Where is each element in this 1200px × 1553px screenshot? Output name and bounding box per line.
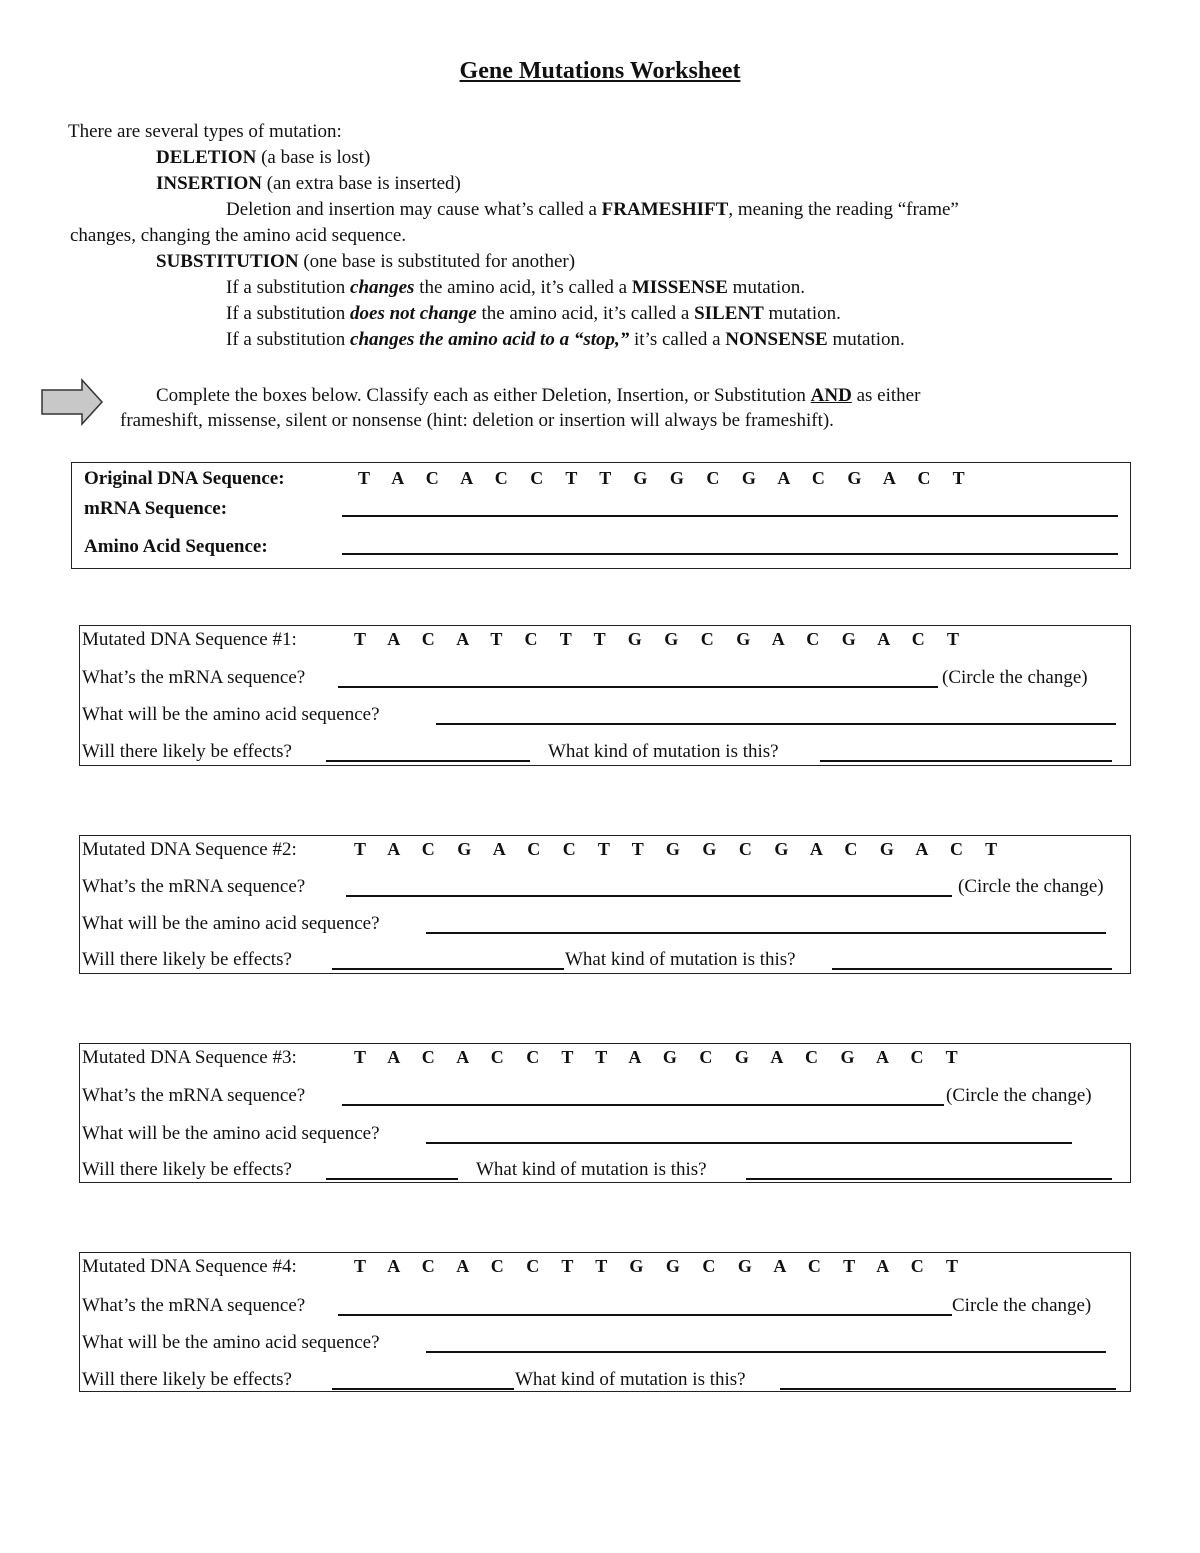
- mutation-2-amino-question: What will be the amino acid sequence?: [82, 913, 380, 934]
- instructions-line-2: frameshift, missense, silent or nonsense (hint: deletion or insertion will always be frameshift).: [120, 410, 834, 431]
- mutation-4-label: Mutated DNA Sequence #4:: [82, 1256, 297, 1277]
- insertion-definition: [156, 171, 461, 197]
- mutation-1-mrna-answer-line[interactable]: [338, 686, 938, 688]
- missense-term: MISSENSE: [631, 277, 728, 298]
- original-amino-answer-line[interactable]: [342, 553, 1118, 555]
- mutation-box-3: [79, 1043, 1131, 1183]
- mutation-3-label: Mutated DNA Sequence #3:: [82, 1047, 297, 1068]
- silent-term: SILENT: [694, 303, 764, 324]
- mutation-3-effects-question: Will there likely be effects?: [82, 1159, 292, 1180]
- silent-emphasis: does not change: [350, 303, 477, 324]
- mutation-4-mrna-question: What’s the mRNA sequence?: [82, 1295, 306, 1316]
- page-title: Gene Mutations Worksheet: [459, 58, 741, 84]
- mutation-4-mrna-answer-line[interactable]: [338, 1314, 952, 1316]
- instructions-pre: Complete the boxes below. Classify each as either Deletion, Insertion, or Substitution: [156, 385, 806, 406]
- insertion-desc: (an extra base is inserted): [266, 173, 461, 194]
- original-dna-sequence: T A C A C C T T G G C G A C G A C T: [358, 468, 974, 488]
- mutation-3-circle-note: (Circle the change): [946, 1085, 1092, 1106]
- nonsense-mid: it’s called a: [634, 329, 721, 350]
- frameshift-term: FRAMESHIFT: [601, 199, 729, 220]
- mutation-2-mrna-answer-line[interactable]: [346, 895, 952, 897]
- mutation-2-effects-question: Will there likely be effects?: [82, 949, 292, 970]
- mutation-3-sequence: T A C A C C T T A G C G A C G A C T: [354, 1047, 967, 1067]
- mutation-2-effects-answer-line[interactable]: [332, 968, 564, 970]
- instructions-post: as either: [856, 385, 921, 406]
- mutation-1-kind-answer-line[interactable]: [820, 760, 1112, 762]
- frameshift-continuation: changes, changing the amino acid sequence.: [70, 225, 407, 246]
- mutation-4-effects-question: Will there likely be effects?: [82, 1369, 292, 1390]
- intro-lead: There are several types of mutation:: [68, 121, 342, 142]
- mutation-1-kind-question: What kind of mutation is this?: [548, 741, 779, 762]
- frameshift-post: , meaning the reading “frame”: [728, 199, 959, 220]
- mutation-4-circle-note: Circle the change): [952, 1295, 1092, 1316]
- original-sequence-box: [71, 462, 1131, 569]
- missense-mid: the amino acid, it’s called a: [419, 277, 628, 298]
- mutation-3-effects-answer-line[interactable]: [326, 1178, 458, 1180]
- mutation-2-sequence: T A C G A C C T T G G C G A C G A C T: [354, 839, 1007, 859]
- mutation-1-amino-question: What will be the amino acid sequence?: [82, 704, 380, 725]
- silent-mid: the amino acid, it’s called a: [481, 303, 690, 324]
- missense-pre: If a substitution: [226, 277, 346, 298]
- nonsense-term: NONSENSE: [725, 329, 828, 350]
- insertion-term: INSERTION: [156, 173, 262, 194]
- mutation-2-kind-question: What kind of mutation is this?: [565, 949, 796, 970]
- substitution-definition: [156, 249, 575, 275]
- instructions-line-1: [156, 383, 920, 409]
- deletion-term: DELETION: [156, 147, 257, 168]
- deletion-definition: [156, 145, 370, 171]
- silent-definition: [226, 301, 841, 327]
- mutation-1-amino-answer-line[interactable]: [436, 723, 1116, 725]
- mutation-2-label: Mutated DNA Sequence #2:: [82, 839, 297, 860]
- substitution-desc: (one base is substituted for another): [303, 251, 576, 272]
- mutation-1-label: Mutated DNA Sequence #1:: [82, 629, 297, 650]
- mutation-2-amino-answer-line[interactable]: [426, 932, 1106, 934]
- mutation-1-mrna-question: What’s the mRNA sequence?: [82, 667, 306, 688]
- mutation-2-circle-note: (Circle the change): [958, 876, 1104, 897]
- nonsense-emphasis: changes the amino acid to a “stop,”: [350, 329, 630, 350]
- frameshift-definition: [226, 197, 959, 223]
- mutation-4-sequence: T A C A C C T T G G C G A C T A C T: [354, 1256, 967, 1276]
- substitution-term: SUBSTITUTION: [156, 251, 299, 272]
- mutation-3-amino-question: What will be the amino acid sequence?: [82, 1123, 380, 1144]
- nonsense-pre: If a substitution: [226, 329, 346, 350]
- missense-definition: [226, 275, 805, 301]
- mutation-4-amino-answer-line[interactable]: [426, 1351, 1106, 1353]
- deletion-desc: (a base is lost): [261, 147, 371, 168]
- mutation-1-circle-note: (Circle the change): [942, 667, 1088, 688]
- mutation-1-effects-question: Will there likely be effects?: [82, 741, 292, 762]
- mutation-4-effects-answer-line[interactable]: [332, 1388, 514, 1390]
- mutation-3-kind-question: What kind of mutation is this?: [476, 1159, 707, 1180]
- silent-post: mutation.: [768, 303, 841, 324]
- mutation-2-kind-answer-line[interactable]: [832, 968, 1112, 970]
- mutation-3-mrna-question: What’s the mRNA sequence?: [82, 1085, 306, 1106]
- mutation-box-1: [79, 625, 1131, 766]
- original-mrna-label: mRNA Sequence:: [84, 498, 228, 519]
- silent-pre: If a substitution: [226, 303, 346, 324]
- mutation-box-4: [79, 1252, 1131, 1392]
- instructions-and: AND: [810, 385, 852, 406]
- mutation-1-sequence: T A C A T C T T G G C G A C G A C T: [354, 629, 968, 649]
- mutation-1-effects-answer-line[interactable]: [326, 760, 530, 762]
- mutation-3-kind-answer-line[interactable]: [746, 1178, 1112, 1180]
- missense-emphasis: changes: [350, 277, 415, 298]
- nonsense-definition: [226, 327, 905, 353]
- mutation-3-amino-answer-line[interactable]: [426, 1142, 1072, 1144]
- mutation-2-mrna-question: What’s the mRNA sequence?: [82, 876, 306, 897]
- mutation-4-kind-question: What kind of mutation is this?: [515, 1369, 746, 1390]
- original-dna-label: Original DNA Sequence:: [84, 468, 285, 489]
- missense-post: mutation.: [732, 277, 805, 298]
- mutation-4-kind-answer-line[interactable]: [780, 1388, 1116, 1390]
- mutation-4-amino-question: What will be the amino acid sequence?: [82, 1332, 380, 1353]
- right-arrow-icon: [40, 378, 104, 426]
- original-amino-label: Amino Acid Sequence:: [84, 536, 268, 557]
- frameshift-pre: Deletion and insertion may cause what’s called a: [226, 199, 597, 220]
- original-mrna-answer-line[interactable]: [342, 515, 1118, 517]
- mutation-box-2: [79, 835, 1131, 974]
- nonsense-post: mutation.: [832, 329, 905, 350]
- mutation-3-mrna-answer-line[interactable]: [342, 1104, 944, 1106]
